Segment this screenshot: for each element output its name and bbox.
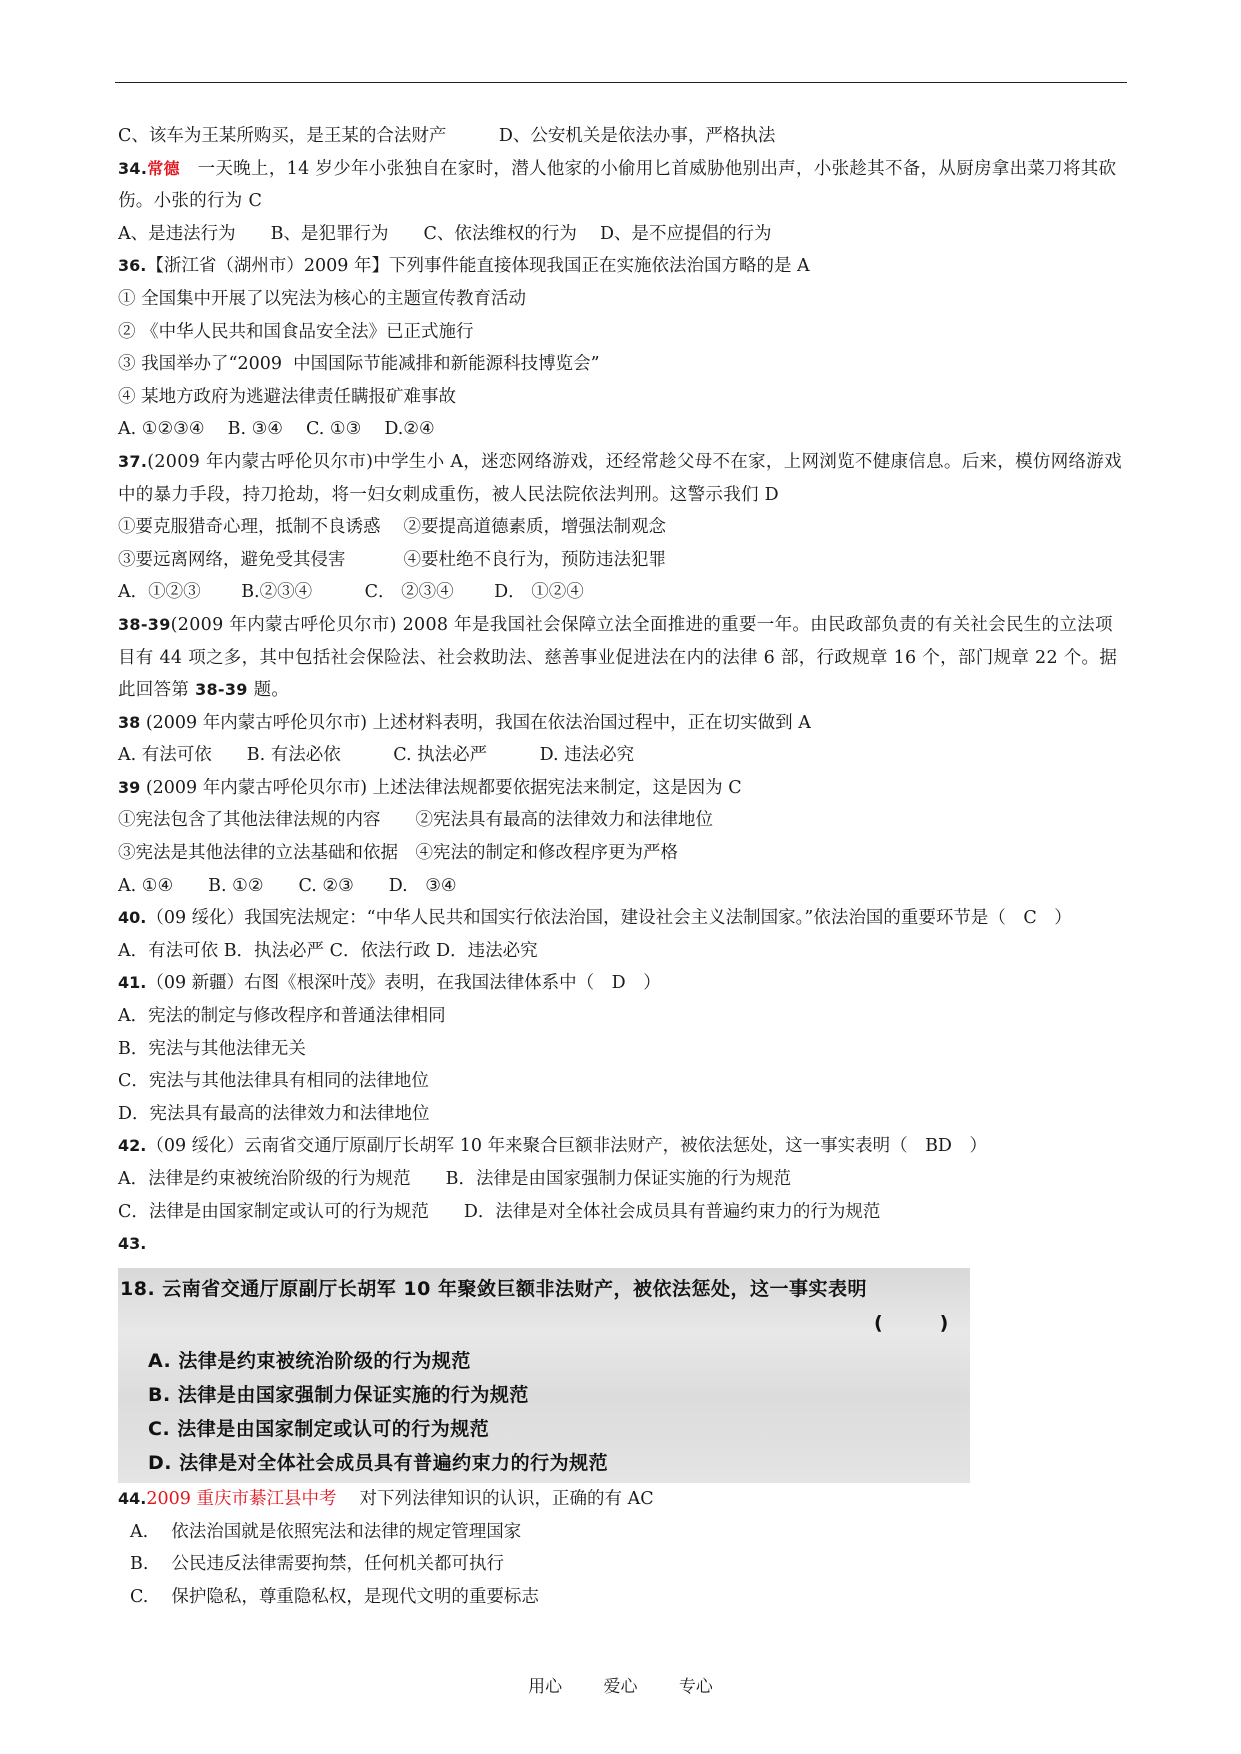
scan-question-text: 18. 云南省交通厅原副厅长胡军 10 年聚敛巨额非法财产，被依法惩处，这一事实表明: [120, 1278, 867, 1301]
question-text: （09 绥化）云南省交通厅原副厅长胡军 10 年来聚合巨额非法财产，被依法惩处，这一事实表明（ BD ）: [146, 1136, 987, 1157]
scan-option-b: B. 法律是由国家强制力保证实施的行为规范: [148, 1384, 529, 1407]
footer-word: 用心: [528, 1677, 563, 1697]
list-item: ①要克服猎奇心理，抵制不良诱惑 ②要提高道德素质，增强法制观念: [118, 517, 667, 538]
question-number: 40.: [118, 908, 147, 928]
question-34: [118, 153, 1128, 218]
question-44: [118, 1483, 1128, 1516]
list-item: ① 全国集中开展了以宪法为核心的主题宣传教育活动: [118, 288, 527, 309]
question-36: [118, 250, 1128, 283]
question-37: [118, 446, 1128, 511]
options-line: A. ①②③④ B. ③④ C. ①③ D.②④: [118, 419, 435, 440]
list-item: ①宪法包含了其他法律法规的内容 ②宪法具有最高的法律效力和法律地位: [118, 810, 713, 831]
text-line: C、该车为王某所购买，是王某的合法财产 D、公安机关是依法办事，严格执法: [118, 126, 776, 146]
option-b: B. 公民违反法律需要拘禁，任何机关都可执行: [130, 1554, 504, 1575]
scan-option-d: D. 法律是对全体社会成员具有普遍约束力的行为规范: [148, 1452, 609, 1475]
options-line: A．有法可依 B．执法必严 C．依法行政 D．违法必究: [118, 940, 538, 961]
question-number: 38: [118, 712, 141, 732]
options-line: A. ①④ B. ①② C. ②③ D. ③④: [118, 875, 457, 896]
option-a: A．宪法的制定与修改程序和普通法律相同: [118, 1006, 446, 1027]
list-item: ③ 我国举办了“2009 中国国际节能减排和新能源科技博览会”: [118, 354, 600, 375]
question-41: [118, 967, 1128, 1000]
option-d: D．宪法具有最高的法律效力和法律地位: [118, 1103, 430, 1124]
question-text: 对下列法律知识的认识，正确的有 AC: [336, 1489, 654, 1510]
scan-option-a: A. 法律是约束被统治阶级的行为规范: [148, 1350, 471, 1373]
question-number: 38-39: [118, 614, 171, 634]
document-body: [118, 120, 1128, 1614]
source-tag: 2009 重庆市綦江县中考: [146, 1489, 337, 1510]
question-ref: 38-39: [195, 680, 248, 700]
question-43: [118, 1228, 1128, 1266]
header-rule: [115, 82, 1127, 83]
option-c: C．宪法与其他法律具有相同的法律地位: [118, 1071, 429, 1092]
question-text-end: 题。: [247, 680, 290, 701]
options-line: A．①②③ B.②③④ C． ②③④ D． ①②④: [118, 582, 584, 603]
question-number: 41.: [118, 973, 147, 993]
question-text: (2009 年内蒙古呼伦贝尔市) 上述材料表明，我国在依法治国过程中，正在切实做到 A: [140, 712, 811, 733]
options-line: A. 有法可依 B. 有法必依 C. 执法必严 D. 违法必究: [118, 745, 635, 766]
question-number: 39: [118, 777, 141, 797]
footer-word: 专心: [678, 1677, 713, 1697]
question-number: 43.: [118, 1234, 147, 1254]
options-line: A．法律是约束被统治阶级的行为规范 B．法律是由国家强制力保证实施的行为规范: [118, 1169, 791, 1189]
question-text: （09 新疆）右图《根深叶茂》表明，在我国法律体系中（ D ）: [146, 973, 661, 994]
page-footer: [0, 1672, 1241, 1697]
option-b: B．宪法与其他法律无关: [118, 1038, 306, 1059]
scan-option-c: C. 法律是由国家制定或认可的行为规范: [148, 1418, 490, 1441]
question-text: (2009 年内蒙古呼伦贝尔市) 上述法律法规都要依据宪法来制定，这是因为 C: [140, 777, 742, 798]
scan-answer-blank: ( ): [874, 1312, 949, 1335]
question-40: [118, 902, 1128, 935]
question-38-39: [118, 609, 1128, 707]
question-number: 34.: [118, 158, 148, 178]
list-item: ③宪法是其他法律的立法基础和依据 ④宪法的制定和修改程序更为严格: [118, 843, 678, 864]
options-line: A、是违法行为 B、是犯罪行为 C、依法维权的行为 D、是不应提倡的行为: [118, 223, 772, 244]
source-tag: 常德: [147, 158, 180, 178]
question-text: 一天晚上，14 岁少年小张独自在家时，潜人他家的小偷用匕首威胁他别出声，小张趁其不备，从厨房拿出菜刀将其砍伤。小张的行为 C: [118, 158, 1117, 212]
list-item: ④ 某地方政府为逃避法律责任瞒报矿难事故: [118, 386, 457, 407]
question-text: （09 绥化）我国宪法规定：“中华人民共和国实行依法治国，建设社会主义法制国家。”依法治国的重要环节是（ C ）: [146, 908, 1072, 929]
options-line: C．法律是由国家制定或认可的行为规范 D．法律是对全体社会成员具有普遍约束力的行为规范: [118, 1201, 881, 1222]
option-c: C. 保护隐私，尊重隐私权，是现代文明的重要标志: [130, 1586, 539, 1607]
scanned-question-image: [118, 1268, 970, 1483]
question-text: (2009 年内蒙古呼伦贝尔市) 2008 年是我国社会保障立法全面推进的重要一年。由民政部负责的有关社会民生的立法项目有 44 项之多，其中包括社会保险法、社会救助法、慈善事业促进法在内的法律 6 部，行政规章 16 个，部门规章 22 个。据此回答第: [118, 614, 1118, 701]
option-a: A. 依法治国就是依照宪法和法律的规定管理国家: [130, 1521, 522, 1542]
question-38: [118, 707, 1128, 740]
question-number: 37.: [118, 451, 148, 471]
question-number: 42.: [118, 1136, 147, 1156]
question-text: 【浙江省（湖州市）2009 年】下列事件能直接体现我国正在实施依法治国方略的是 A: [146, 256, 810, 277]
question-text: (2009 年内蒙古呼伦贝尔市)中学生小 A，迷恋网络游戏，还经常趁父母不在家，上网浏览不健康信息。后来，模仿网络游戏中的暴力手段，持刀抢劫，将一妇女刺成重伤，被人民法院依法判刑。这警示我们 D: [118, 451, 1122, 505]
list-item: ② 《中华人民共和国食品安全法》已正式施行: [118, 321, 474, 342]
footer-word: 爱心: [603, 1677, 638, 1697]
question-42: [118, 1130, 1128, 1163]
question-number: 44.: [118, 1489, 147, 1509]
list-item: ③要远离网络，避免受其侵害 ④要杜绝不良行为，预防违法犯罪: [118, 549, 667, 570]
question-number: 36.: [118, 256, 147, 276]
question-39: [118, 772, 1128, 805]
